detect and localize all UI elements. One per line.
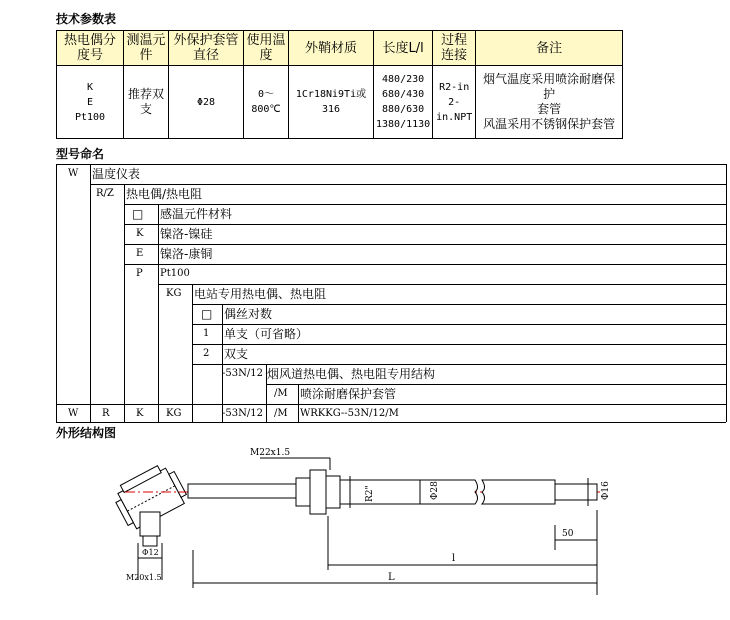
model-code-rz: R/Z bbox=[96, 188, 114, 199]
label-phi16: Φ16 bbox=[601, 481, 611, 500]
spec-section-title: 技术参数表 bbox=[56, 12, 117, 26]
cell-temp bbox=[244, 66, 289, 139]
spec-header-row bbox=[57, 31, 623, 66]
label-l-big: L bbox=[388, 572, 395, 583]
model-desc-e: 镍洛-康铜 bbox=[160, 247, 213, 261]
header-length: 长度L/l bbox=[374, 31, 433, 66]
final-k: K bbox=[136, 408, 144, 419]
material-1: 1Cr18Ni9Ti或 bbox=[295, 89, 367, 100]
tip bbox=[555, 484, 597, 500]
grade-k: K bbox=[86, 81, 94, 93]
model-desc-material: 感温元件材料 bbox=[160, 207, 233, 221]
model-desc-2: 双支 bbox=[224, 347, 249, 361]
connection-3: in.NPT bbox=[436, 111, 473, 123]
model-desc-k: 镍洛-镍硅 bbox=[160, 227, 213, 241]
cell-connection bbox=[433, 66, 476, 139]
model-naming-diagram bbox=[56, 164, 726, 422]
length-3: 880/630 bbox=[382, 104, 425, 115]
model-desc-p: Pt100 bbox=[160, 268, 190, 279]
model-desc-53n: 烟风道热电偶、热电阻专用结构 bbox=[267, 367, 436, 381]
model-code-w: W bbox=[68, 168, 79, 179]
label-phi28: Φ28 bbox=[430, 481, 440, 500]
outlet-neck bbox=[140, 512, 160, 536]
cell-material bbox=[289, 66, 374, 139]
model-section-title: 型号命名 bbox=[56, 147, 105, 161]
model-desc-1: 单支（可省略） bbox=[224, 327, 309, 341]
header-diameter: 外保护套管直径 bbox=[169, 31, 244, 66]
model-code-k: K bbox=[136, 228, 144, 239]
spec-table bbox=[56, 30, 623, 139]
connecting-tube bbox=[188, 484, 296, 498]
label-thread-top: M22x1.5 bbox=[250, 448, 291, 458]
model-desc-m: 喷涂耐磨保护套管 bbox=[300, 387, 397, 401]
header-connection: 过程连接 bbox=[433, 31, 476, 66]
grade-pt100: Pt100 bbox=[74, 111, 106, 123]
connection-2: 2- bbox=[448, 96, 461, 108]
final-53n: -53N/12 bbox=[222, 408, 263, 419]
cell-element: 推荐双支 bbox=[124, 66, 169, 139]
header-element: 测温元件 bbox=[124, 31, 169, 66]
header-grade: 热电偶分度号 bbox=[57, 31, 124, 66]
header-material: 外鞘材质 bbox=[289, 31, 374, 66]
final-model-code: WRKKG--53N/12/M bbox=[300, 408, 399, 419]
header-note: 备注 bbox=[476, 31, 623, 66]
model-desc-pairs: 偶丝对数 bbox=[224, 307, 273, 321]
model-desc-w: 温度仪表 bbox=[92, 167, 141, 181]
label-l-small: l bbox=[452, 553, 456, 564]
model-desc-kg: 电站专用热电偶、热电阻 bbox=[194, 287, 327, 301]
model-code-e: E bbox=[136, 248, 144, 259]
final-kg: KG bbox=[166, 408, 182, 419]
model-code-p: P bbox=[136, 268, 143, 279]
cell-diameter: Φ28 bbox=[169, 66, 244, 139]
spec-body-row bbox=[57, 66, 623, 139]
temp-max: 800℃ bbox=[251, 104, 281, 115]
model-code-1: 1 bbox=[203, 328, 210, 339]
note-2: 套管 bbox=[537, 102, 562, 116]
material-2: 316 bbox=[321, 104, 341, 115]
length-4: 1380/1130 bbox=[376, 119, 431, 130]
note-1: 烟气温度采用喷涂耐磨保护 bbox=[483, 72, 616, 101]
note-3: 风温采用不锈钢保护套管 bbox=[483, 117, 616, 131]
label-phi12: Φ12 bbox=[142, 548, 159, 557]
final-m: /M bbox=[274, 408, 288, 419]
final-r: R bbox=[102, 408, 110, 419]
label-thread-bottom: M20x1.5 bbox=[126, 573, 162, 582]
length-2: 680/430 bbox=[382, 89, 425, 100]
outline-drawing bbox=[100, 440, 620, 615]
cell-note bbox=[476, 66, 623, 139]
label-r2: R2" bbox=[365, 485, 375, 502]
temp-min: 0～ bbox=[257, 89, 275, 100]
model-code-m: /M bbox=[274, 388, 288, 399]
process-connector bbox=[310, 470, 326, 514]
model-code-material: □ bbox=[132, 207, 144, 221]
length-1: 480/230 bbox=[382, 74, 425, 85]
model-code-53n: -53N/12 bbox=[222, 368, 263, 379]
model-desc-rz: 热电偶/热电阻 bbox=[126, 187, 203, 201]
protection-tube bbox=[340, 480, 478, 504]
cell-length bbox=[374, 66, 433, 139]
model-code-2: 2 bbox=[203, 348, 210, 359]
connection-1: R2-in bbox=[439, 81, 470, 93]
nut bbox=[296, 478, 310, 506]
cell-grade bbox=[57, 66, 124, 139]
drawing-section-title: 外形结构图 bbox=[56, 426, 117, 440]
final-w: W bbox=[68, 408, 79, 419]
grade-e: E bbox=[86, 96, 94, 108]
model-code-kg: KG bbox=[166, 288, 182, 299]
model-code-pairs: □ bbox=[201, 307, 213, 321]
header-temp: 使用温度 bbox=[244, 31, 289, 66]
label-dim50: 50 bbox=[562, 529, 574, 539]
